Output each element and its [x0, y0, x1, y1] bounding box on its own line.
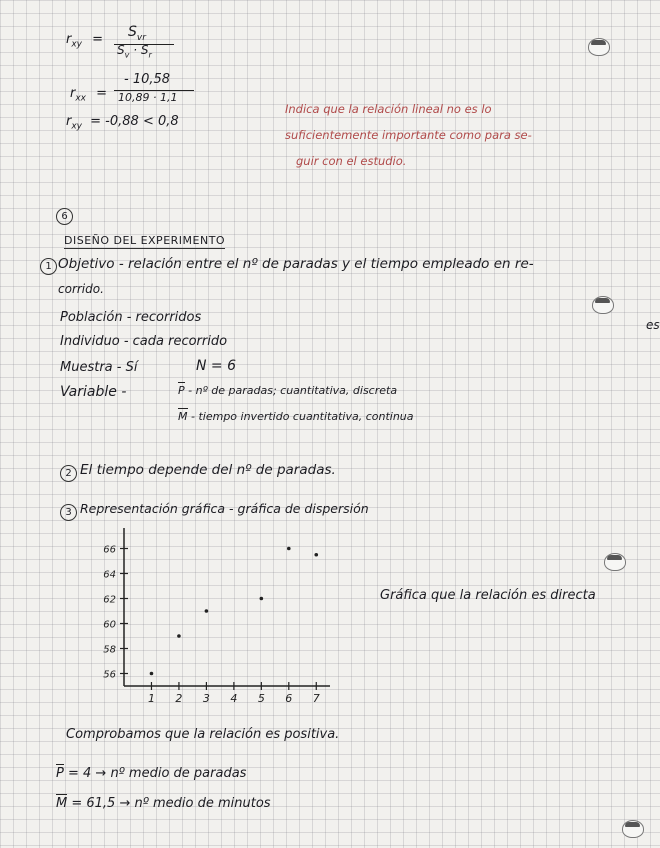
m-mean-line	[56, 796, 271, 811]
r-symbol: r	[66, 114, 72, 129]
objective-line-2: corrido.	[58, 282, 104, 296]
y-tick-label: 64	[103, 569, 116, 581]
poblacion-line: Población - recorridos	[60, 310, 202, 325]
result-value: = -0,88 < 0,8	[90, 114, 179, 129]
m-bar-symbol: M	[178, 410, 188, 423]
dot-operator: ·	[133, 43, 138, 57]
p-bar-symbol: P	[56, 766, 64, 781]
punch-hole-icon	[622, 820, 644, 838]
variable-2	[178, 410, 414, 423]
x-tick-label: 7	[312, 692, 320, 705]
formula-r-xy	[66, 32, 103, 50]
variable-1	[178, 384, 397, 397]
s-subscript: v	[124, 50, 130, 60]
equals-sign: =	[96, 86, 108, 101]
r-symbol: r	[70, 86, 76, 101]
variable-1-description: - nº de paradas; cuantitativa, discreta	[188, 384, 398, 397]
item-3-text: Representación gráfica - gráfica de dispersión	[80, 501, 369, 516]
x-tick-label: 6	[285, 692, 293, 705]
m-mean-text: = 61,5 → nº medio de minutos	[71, 796, 271, 811]
s-symbol: S	[117, 43, 125, 57]
x-tick-label: 2	[175, 692, 183, 705]
punch-hole-icon	[592, 296, 614, 314]
r-subscript: xx	[75, 93, 87, 104]
p-bar-symbol: P	[178, 384, 185, 397]
fraction-denominator-1	[117, 43, 152, 59]
y-tick-label: 60	[103, 619, 116, 631]
y-tick-label: 58	[103, 644, 116, 656]
x-tick-label: 1	[147, 692, 155, 705]
sample-size: N = 6	[196, 358, 237, 374]
equals-sign: =	[92, 32, 104, 47]
note-line-1: Indica que la relación lineal no es lo	[285, 102, 492, 116]
x-tick-label: 5	[257, 692, 265, 705]
item-1-badge: 1	[40, 258, 57, 275]
r-subscript: xy	[71, 39, 83, 50]
section-number-badge: 6	[56, 208, 73, 225]
y-tick-label: 62	[103, 594, 116, 606]
data-point	[205, 609, 209, 613]
item-2-badge: 2	[60, 465, 77, 482]
variable-2-description: - tiempo invertido cuantitativa, continua	[191, 410, 414, 423]
y-tick-label: 56	[103, 669, 116, 681]
data-point	[177, 634, 181, 638]
individuo-line: Individuo - cada recorrido	[60, 334, 228, 349]
data-point	[150, 672, 154, 676]
section-title: DISEÑO DEL EXPERIMENTO	[64, 234, 226, 247]
note-line-3: guir con el estudio.	[296, 154, 407, 168]
conclusion-text: Comprobamos que la relación es positiva.	[66, 727, 340, 742]
edge-text: es	[646, 318, 660, 332]
item-3-badge: 3	[60, 504, 77, 521]
x-tick-label: 3	[202, 692, 210, 705]
chart-note: Gráfica que la relación es directa	[380, 588, 596, 603]
s-symbol: S	[140, 43, 149, 57]
s-subscript: r	[148, 50, 152, 60]
r-subscript: xy	[71, 121, 83, 132]
fraction-denominator-2: 10,89 · 1,1	[118, 91, 178, 104]
formula-result	[66, 114, 179, 132]
p-mean-text: = 4 → nº medio de paradas	[67, 766, 247, 781]
p-mean-line	[56, 766, 246, 781]
item-2-text: El tiempo depende del nº de paradas.	[80, 462, 336, 478]
r-symbol: r	[66, 32, 72, 47]
data-point	[314, 553, 318, 557]
punch-hole-icon	[588, 38, 610, 56]
s-symbol: S	[128, 24, 137, 40]
data-point	[287, 547, 291, 551]
s-subscript: vr	[136, 32, 146, 43]
variable-label: Variable -	[60, 384, 127, 400]
fraction-numerator-1	[128, 24, 146, 43]
formula-r-xx	[70, 86, 107, 104]
objective-line-1: Objetivo - relación entre el nº de paradas y el tiempo empleado en re-	[58, 256, 534, 272]
fraction-numerator-2: - 10,58	[124, 72, 171, 87]
data-point	[260, 597, 264, 601]
scatter-chart	[80, 520, 350, 710]
note-line-2: suficientemente importante como para se-	[285, 128, 532, 142]
punch-hole-icon	[604, 553, 626, 571]
x-tick-label: 4	[230, 692, 238, 705]
y-tick-label: 66	[103, 544, 116, 556]
muestra-line: Muestra - Sí	[60, 360, 138, 375]
m-bar-symbol: M	[56, 796, 68, 811]
